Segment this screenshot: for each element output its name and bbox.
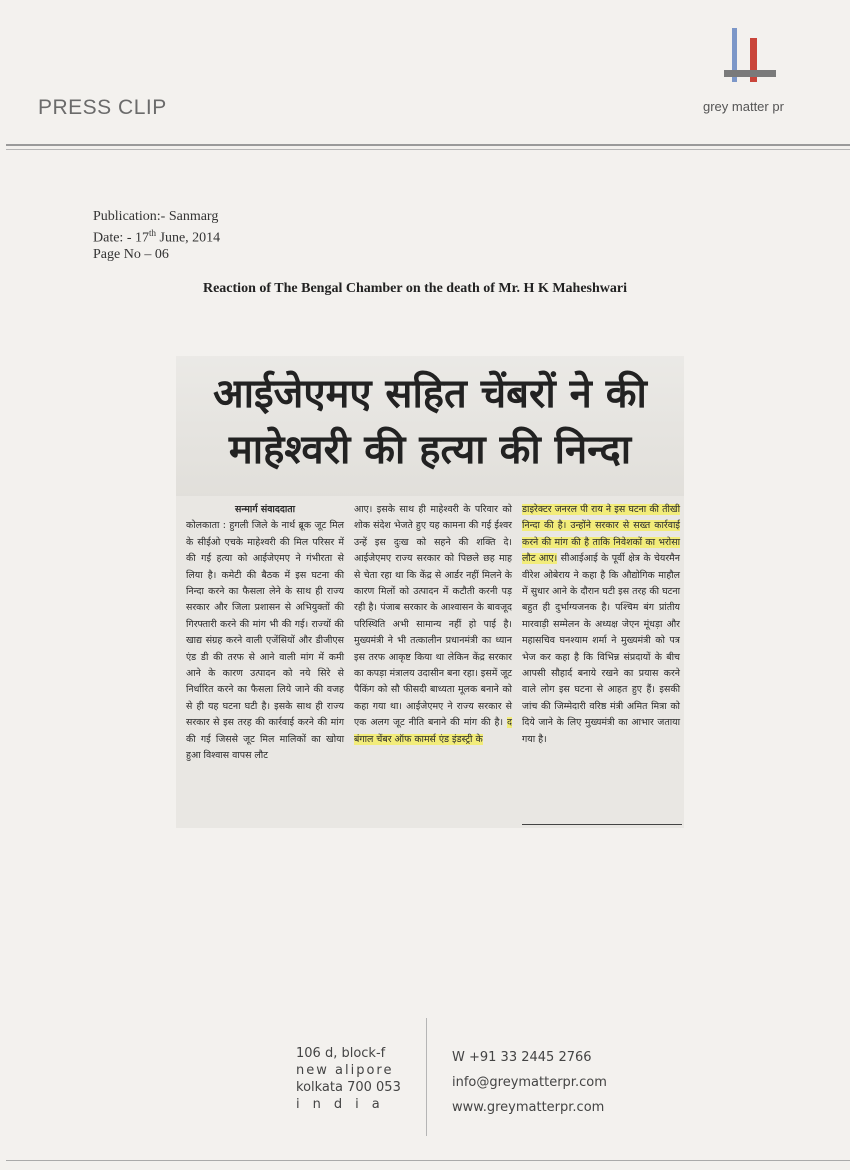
article-column-2 [354, 502, 512, 748]
footer-address: 106 d, block-f new alipore kolkata 700 053 india [296, 1046, 401, 1112]
column-3-text: सीआईआई के पूर्वी क्षेत्र के चेयरमैन वीरेश ओबेराय ने कहा है कि औद्योगिक माहौल में सुधार आने के दौरान घटी इस तरह की घटना बहुत ही दुर्भाग्यजनक है। पश्चिम बंग प्रांतीय मारवाड़ी सम्मेलन के अध्यक्ष जेएन मूंधड़ा और महासचिव घनश्याम शर्मा ने मुख्यमंत्री को पत्र भेज कर कहा है कि विभिन्न संप्रदायों के बीच आपसी सौहार्द बनाये रखने का प्रयास करने वाले लोग इस घटना से आहत हुए हैं। इसकी जांच की जिम्मेदारी वरिष्ठ मंत्री अमित मित्रा को दिये जाने के लिए मुख्यमंत्री का आभार जताया गया है। [522, 553, 680, 745]
publication-name: Publication:- Sanmarg [93, 209, 219, 224]
column-1-text: कोलकाता : हुगली जिले के नार्थ ब्रूक जूट मिल के सीईओ एचके माहेश्वरी की मिल परिसर में की गई हत्या को आईजेएमए ने गंभीरता से लिया है। कमेटी की बैठक में इस घटना की निन्दा करने का फैसला लेने के साथ ही राज्य सरकार और जिला प्रशासन से अभियुक्तों की गिरफ्तारी करने की मांग भी की गई। राज्यों की खाद्य संग्रह करने वाली एजेंसियों और डीजीएस एंड डी की तरफ से आने वाली मांग में कमी आने के कारण उत्पादन को नये सिरे से निर्धारित करने का फैसला लिये जाने की वजह से ही यह घटना घटी है। इसके साथ ही राज्य सरकार से इस तरह की कार्रवाई करने की मांग की गई जिससे जूट मिल मालिकों का खोया हुआ विश्वास वापस लौट [186, 520, 344, 762]
highlighted-text: द बंगाल चेंबर ऑफ कामर्स एंड इंडस्ट्री के [354, 717, 512, 745]
bottom-rule [6, 1160, 850, 1161]
header-rule [6, 144, 850, 146]
article-end-rule [522, 824, 682, 825]
press-clip-title: PRESS CLIP [38, 96, 167, 119]
website: www.greymatterpr.com [452, 1100, 605, 1115]
publication-info [93, 209, 220, 263]
grey-matter-logo [700, 26, 820, 122]
footer-contact [452, 1045, 607, 1120]
brand-name: grey matter pr [703, 99, 784, 114]
publication-date: Date: - 17th June, 2014 [93, 228, 221, 246]
highlighted-text: डाइरेक्टर जनरल पी राय ने इस घटना की तीखी निन्दा की है। उन्होंने सरकार से सख्त कार्रवाई करने की मांग की है ताकि निवेशकों का भरोसा लौट आए। [522, 504, 680, 565]
page-number: Page No – 06 [93, 246, 169, 262]
newspaper-clipping [176, 356, 684, 828]
article-column-3 [522, 502, 680, 748]
byline: सन्मार्ग संवाददाता [234, 504, 296, 515]
email-address: info@greymatterpr.com [452, 1075, 607, 1090]
logo-bars-icon [724, 26, 784, 86]
article-column-1 [186, 502, 344, 765]
article-columns [186, 502, 680, 822]
footer-divider [426, 1018, 427, 1136]
column-2-text: आए। इसके साथ ही माहेश्वरी के परिवार को शोक संदेश भेजते हुए यह कामना की गई ईश्वर उन्हें इस दुःख को सहने की शक्ति दे। आईजेएमए राज्य सरकार को पिछले छह माह से चेता रहा था कि केंद्र से आर्डर नहीं मिलने के कारण मिलों को उत्पादन में कटौती करनी पड़ रही है। पंजाब सरकार के आश्वासन के बावजूद परिस्थिति अभी सामान्य नहीं हो पाई है। मुख्यमंत्री ने भी तत्कालीन प्रधानमंत्री का ध्यान इस तरफ आकृष्ट किया था लेकिन केंद्र सरकार का कपड़ा मंत्रालय उदासीन बना रहा। इसमें जूट पैकिंग को सौ फीसदी बाध्यता मूलक बनाने को कहा गया था। आईजेएमए ने राज्य सरकार से एक अलग जूट नीति बनाने की मांग की है। [354, 504, 512, 729]
clip-headline: Reaction of The Bengal Chamber on the death of Mr. H K Maheshwari [202, 281, 627, 296]
header-rule-thin [6, 149, 850, 150]
phone-number: W +91 33 2445 2766 [452, 1050, 592, 1065]
clipping-headline: आईजेएमए सहित चेंबरों ने की माहेश्वरी की हत्या की निन्दा [213, 371, 647, 473]
